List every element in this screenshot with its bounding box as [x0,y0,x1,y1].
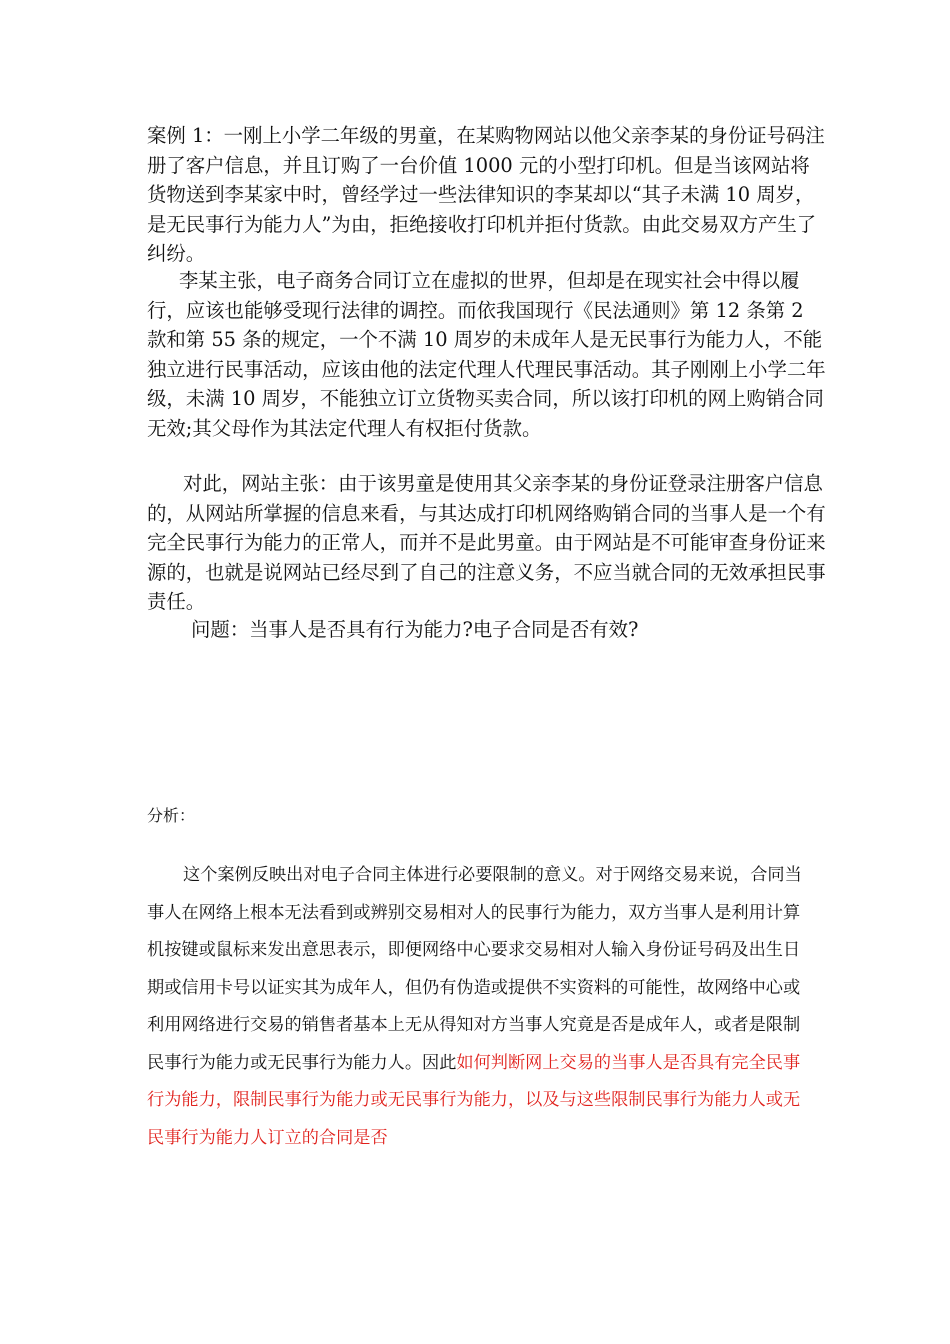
analysis-highlight-text: 如何判断网上交易的当事人是否具有完全民事行为能力，限制民事行为能力或无民事行为能力，以及与这些限制民事行为能力人或无民事行为能力人订立的合同是否 [147,1052,801,1148]
analysis-text: 这个案例反映出对电子合同主体进行必要限制的意义。对于网络交易来说，合同当事人在网络上根本无法看到或辨别交易相对人的民事行为能力，双方当事人是利用计算机按键或鼠标来发出意思表示，即便网络中心要求交易相对人输入身份证号码及出生日期或信用卡号以证实其为成年人，但仍有伪造或提供不实资料的可能性，故网络中心或利用网络进行交易的销售者基本上无从得知对方当事人究竟是否是成年人，或者是限制民事行为能力或无民事行为能力人。因此 [147,865,802,1073]
analysis-paragraph [147,857,817,1157]
case-paragraph-2: 李某主张，电子商务合同订立在虚拟的世界，但却是在现实社会中得以履行，应该也能够受现行法律的调控。而依我国现行《民法通则》第 12 条第 2 款和第 55 条的规定，一个不满 10 周岁的未成年人是无民事行为能力人，不能独立进行民事活动，应该由他的法定代理人代理民事活动。其子刚刚上小学二年级，未满 10 周岁，不能独立订立货物买卖合同，所以该打印机的网上购销合同无效;其父母作为其法定代理人有权拒付货款。 [147,269,826,440]
case-question: 问题：当事人是否具有行为能力?电子合同是否有效? [191,618,639,641]
case-paragraph-1: 案例 1：一刚上小学二年级的男童，在某购物网站以他父亲李某的身份证号码注册了客户信息，并且订购了一台价值 1000 元的小型打印机。但是当该网站将货物送到李某家中时，曾经学过一些法律知识的李某却以“其子未满 10 周岁，是无民事行为能力人”为由，拒绝接收打印机并拒付货款。由此交易双方产生了纠纷。 [147,124,825,265]
case-paragraph-3: 对此，网站主张：由于该男童是使用其父亲李某的身份证登录注册客户信息的，从网站所掌握的信息来看，与其达成打印机网络购销合同的当事人是一个有完全民事行为能力的正常人，而并不是此男童。由于网站是不可能审查身份证来源的，也就是说网站已经尽到了自己的注意义务，不应当就合同的无效承担民事责任。 [147,472,826,613]
analysis-label: 分析： [147,806,196,825]
